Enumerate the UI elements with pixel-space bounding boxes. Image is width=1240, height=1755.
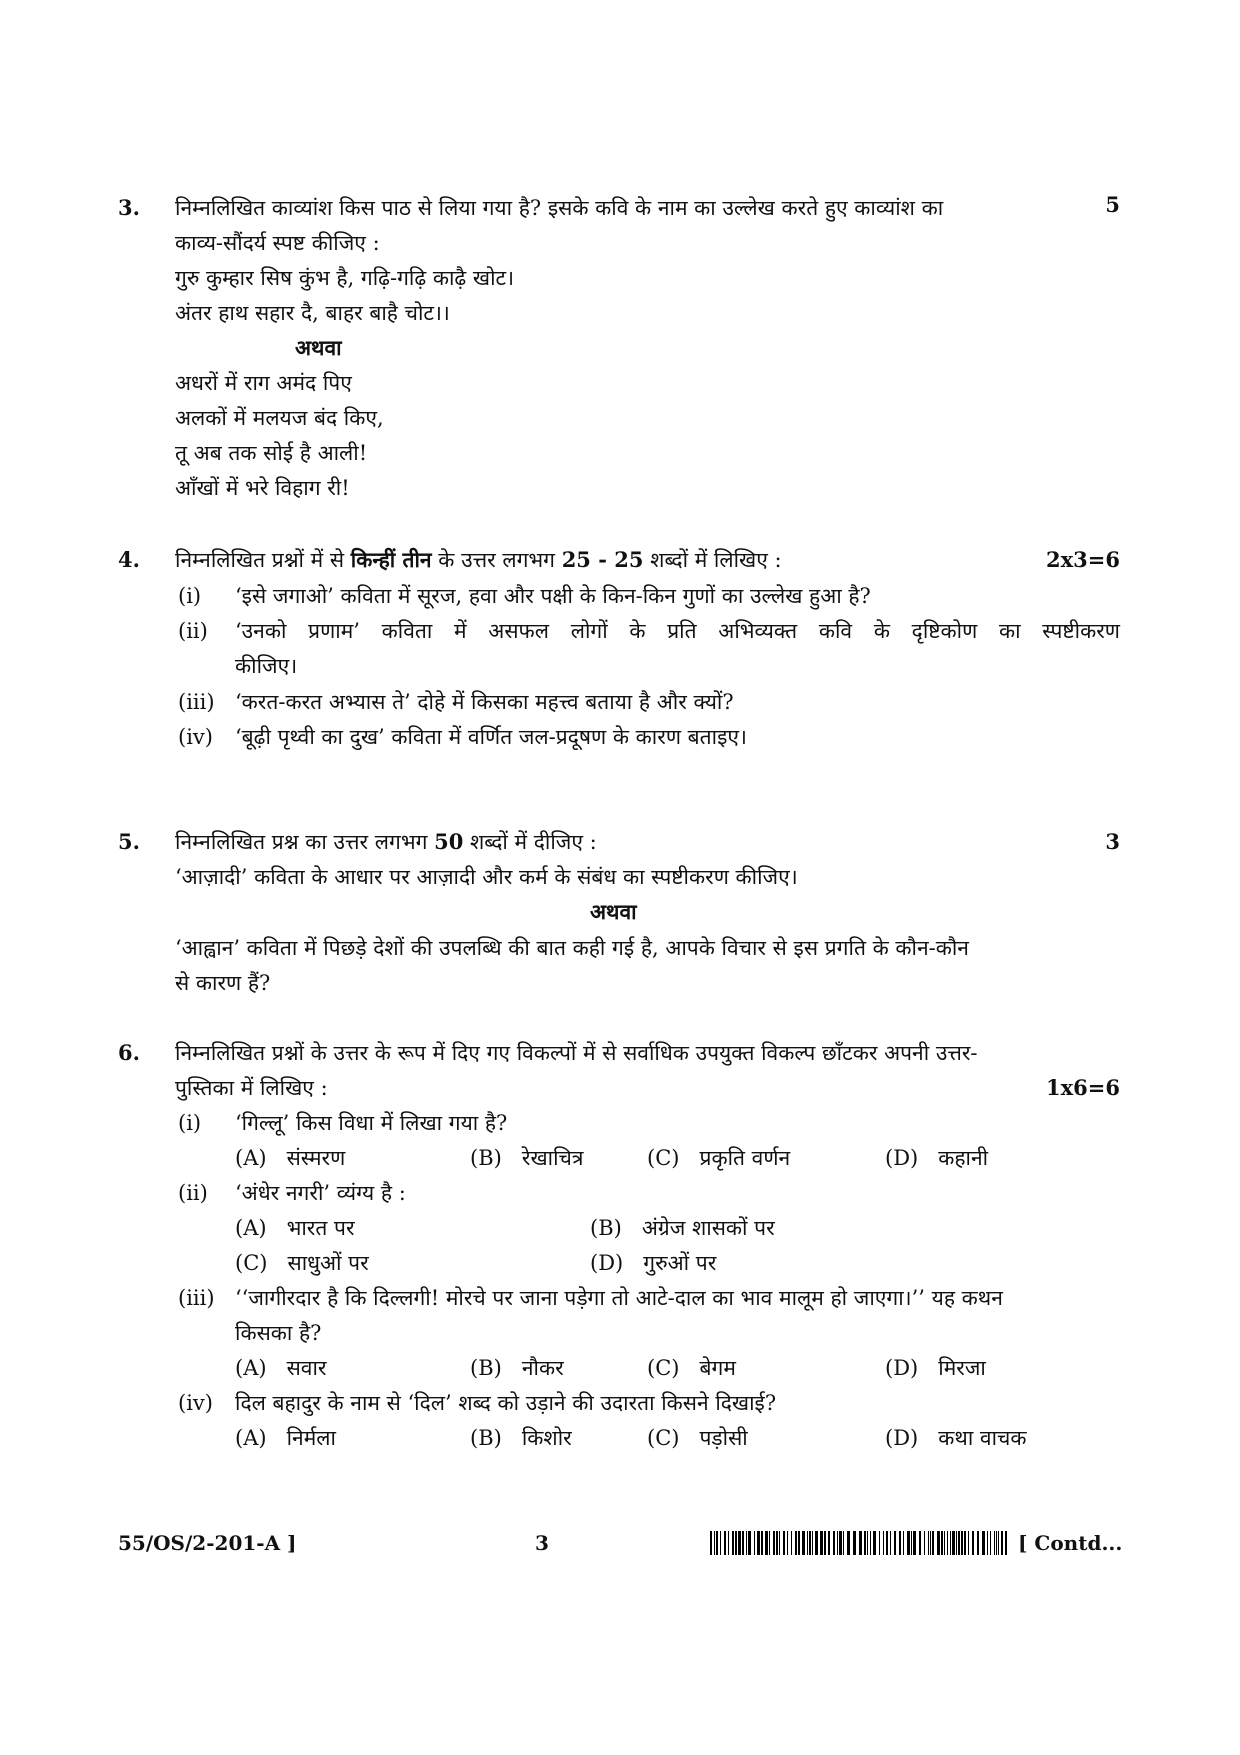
opt-value: नौकर (521, 1356, 564, 1380)
q3-athva: अथवा (295, 335, 342, 360)
opt-key: (A) (235, 1426, 267, 1450)
opt-key: (B) (470, 1356, 502, 1380)
opt-key: (C) (647, 1146, 680, 1170)
q3-verse1: गुरु कुम्हार सिष कुंभ है, गढ़ि-गढ़ि काढ़ै खोट। (175, 266, 515, 290)
opt-value: साधुओं पर (287, 1251, 369, 1275)
q3-number: 3. (118, 195, 140, 220)
q4-item-label: (i) (178, 584, 202, 608)
q4-item-text: ‘करत-करत अभ्यास ते’ दोहे में किसका महत्त्व बताया है और क्यों? (235, 690, 734, 714)
contd-label: [ Contd... (1018, 1531, 1123, 1555)
opt-key: (C) (647, 1426, 680, 1450)
q5-prompt-c: शब्दों में दीजिए : (463, 830, 597, 854)
q4-item-text: ‘उनको प्रणाम’ कविता में असफल लोगों के प्रति अभिव्यक्त कवि के दृष्टिकोण का स्पष्टीकरण (235, 619, 1120, 643)
q6-opt-d (885, 1423, 1027, 1453)
q5-athva: अथवा (590, 899, 637, 924)
q6-opt-a (235, 1353, 327, 1383)
q5-marks: 3 (1105, 829, 1120, 854)
q6-opt-b (470, 1143, 583, 1173)
q5-alt2: से कारण हैं? (175, 971, 271, 995)
opt-value: प्रकृति वर्णन (699, 1146, 791, 1170)
q4-item-text: ‘इसे जगाओ’ कविता में सूरज, हवा और पक्षी के किन-किन गुणों का उल्लेख हुआ है? (235, 584, 871, 608)
q4-item-text: ‘बूढ़ी पृथ्वी का दुख’ कविता में वर्णित जल-प्रदूषण के कारण बताइए। (235, 725, 747, 749)
q3-verse2: अंतर हाथ सहार दै, बाहर बाहै चोट।। (175, 301, 450, 325)
q6-opt-b (590, 1213, 775, 1243)
q5-number: 5. (118, 829, 140, 854)
q3-marks: 5 (1105, 192, 1120, 217)
q3-alt4: आँखों में भरे विहाग री! (175, 476, 350, 500)
q3-alt1: अधरों में राग अमंद पिए (175, 371, 352, 395)
opt-value: गुरुओं पर (643, 1251, 717, 1275)
opt-key: (B) (470, 1146, 502, 1170)
q6-line1: निम्नलिखित प्रश्नों के उत्तर के रूप में दिए गए विकल्पों में से सर्वाधिक उपयुक्त विकल्प छाँटकर अपनी उत्तर- (175, 1041, 978, 1065)
q5-prompt (175, 827, 597, 857)
opt-key: (D) (885, 1356, 919, 1380)
q4-prompt (175, 545, 782, 575)
q6-marks: 1x6=6 (1046, 1075, 1120, 1100)
opt-key: (A) (235, 1356, 267, 1380)
opt-value: सवार (286, 1356, 327, 1380)
opt-key: (C) (235, 1251, 268, 1275)
q6-opt-c (647, 1143, 790, 1173)
q6-item-label: (iv) (178, 1391, 213, 1415)
q6-item-label: (iii) (178, 1286, 215, 1310)
opt-value: बेगम (699, 1356, 736, 1380)
paper-code: 55/OS/2-201-A ] (118, 1531, 297, 1555)
q3-alt2: अलकों में मलयज बंद किए, (175, 406, 384, 430)
opt-value: संस्मरण (286, 1146, 346, 1170)
opt-key: (A) (235, 1146, 267, 1170)
q4-number: 4. (118, 547, 140, 572)
q4-item-label: (ii) (178, 619, 208, 643)
opt-value: रेखाचित्र (521, 1146, 584, 1170)
opt-value: कथा वाचक (938, 1426, 1027, 1450)
q6-opt-b (470, 1353, 564, 1383)
opt-key: (D) (885, 1146, 919, 1170)
q3-line2: काव्य-सौंदर्य स्पष्ट कीजिए : (175, 231, 380, 255)
q6-opt-c (647, 1353, 736, 1383)
barcode (710, 1531, 1010, 1555)
q6-opt-b (470, 1423, 572, 1453)
opt-value: अंग्रेज शासकों पर (641, 1216, 775, 1240)
q6-line2: पुस्तिका में लिखिए : (175, 1076, 328, 1100)
q6-opt-a (235, 1143, 345, 1173)
q6-opt-d (885, 1353, 986, 1383)
q5-prompt-b: 50 (434, 829, 464, 854)
q4-item-text-cont: कीजिए। (235, 654, 298, 678)
q5-alt1: ‘आह्वान’ कविता में पिछड़े देशों की उपलब्धि की बात कही गई है, आपके विचार से इस प्रगति के कौन-कौन (175, 936, 969, 960)
q6-opt-a (235, 1423, 336, 1453)
q5-line2: ‘आज़ादी’ कविता के आधार पर आज़ादी और कर्म के संबंध का स्पष्टीकरण कीजिए। (175, 865, 798, 889)
q4-prompt-e: शब्दों में लिखिए : (643, 548, 782, 572)
opt-key: (D) (590, 1251, 624, 1275)
q4-prompt-a: निम्नलिखित प्रश्नों में से (175, 548, 351, 572)
opt-value: पड़ोसी (699, 1426, 748, 1450)
opt-value: कहानी (938, 1146, 989, 1170)
q6-opt-c (235, 1248, 369, 1278)
q4-marks: 2x3=6 (1046, 547, 1120, 572)
q6-opt-d (885, 1143, 988, 1173)
q6-number: 6. (118, 1040, 140, 1065)
q6-item-text: ‘‘जागीरदार है कि दिल्लगी! मोरचे पर जाना पड़ेगा तो आटे-दाल का भाव मालूम हो जाएगा।’’ यह कथन (235, 1286, 1003, 1310)
opt-key: (A) (235, 1216, 267, 1240)
q6-item-text: दिल बहादुर के नाम से ‘दिल’ शब्द को उड़ाने की उदारता किसने दिखाई? (235, 1391, 777, 1415)
q4-prompt-c: के उत्तर लगभग (431, 548, 562, 572)
q6-opt-a (235, 1213, 355, 1243)
q3-alt3: तू अब तक सोई है आली! (175, 441, 368, 465)
q4-item-label: (iv) (178, 725, 213, 749)
opt-key: (D) (885, 1426, 919, 1450)
opt-value: किशोर (521, 1426, 572, 1450)
q6-item-text: ‘गिल्लू’ किस विधा में लिखा गया है? (235, 1111, 508, 1135)
q6-item-text-cont: किसका है? (235, 1321, 322, 1345)
opt-value: निर्मला (286, 1426, 336, 1450)
opt-key: (B) (470, 1426, 502, 1450)
page-number: 3 (535, 1531, 549, 1555)
q5-prompt-a: निम्नलिखित प्रश्न का उत्तर लगभग (175, 830, 435, 854)
q6-opt-d (590, 1248, 716, 1278)
q6-item-text: ‘अंधेर नगरी’ व्यंग्य है : (235, 1181, 406, 1205)
opt-key: (B) (590, 1216, 622, 1240)
opt-value: मिरजा (938, 1356, 986, 1380)
q6-opt-c (647, 1423, 748, 1453)
q6-item-label: (i) (178, 1111, 202, 1135)
opt-value: भारत पर (286, 1216, 355, 1240)
q4-item-label: (iii) (178, 690, 215, 714)
q4-prompt-d: 25 - 25 (561, 547, 644, 572)
opt-key: (C) (647, 1356, 680, 1380)
q6-item-label: (ii) (178, 1181, 208, 1205)
q4-prompt-b: किन्हीं तीन (350, 547, 432, 572)
q3-line1: निम्नलिखित काव्यांश किस पाठ से लिया गया है? इसके कवि के नाम का उल्लेख करते हुए काव्यांश का (175, 196, 944, 220)
